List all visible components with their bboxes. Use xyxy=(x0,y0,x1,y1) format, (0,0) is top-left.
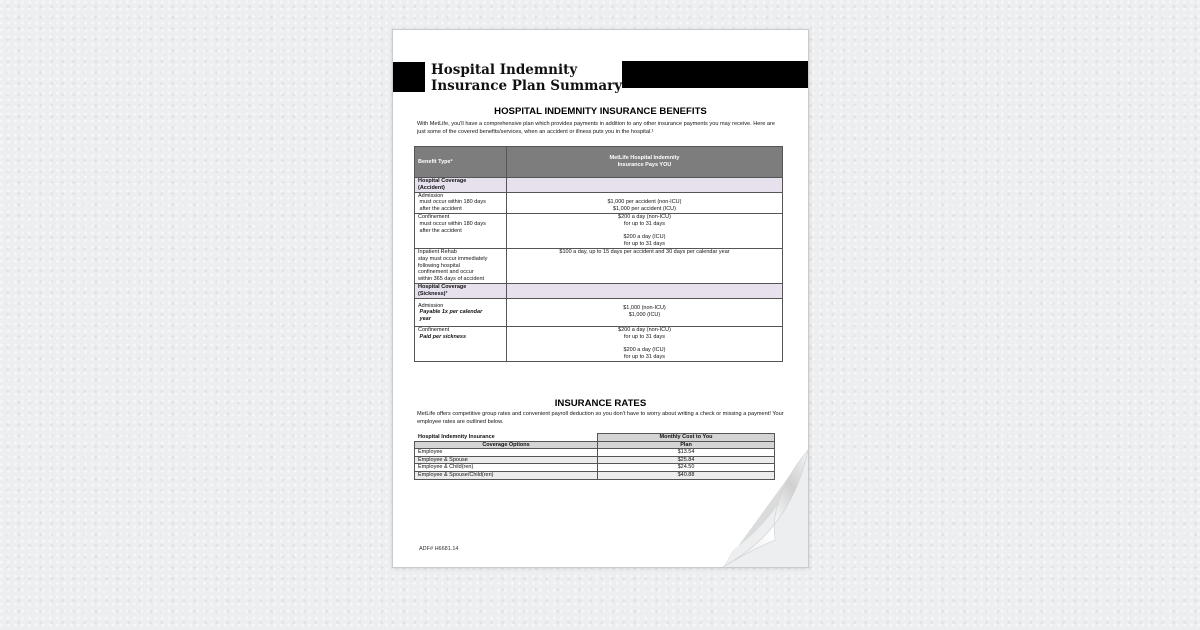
pays-you-header xyxy=(507,147,783,178)
benefits-intro: With MetLife, you'll have a comprehensive plan which provides payments in addition to any other insurance payments you may receive. Here are just some of the covered benefits/services, when an accident or illness puts you in the hospital.¹ xyxy=(417,121,776,135)
rates-heading: INSURANCE RATES xyxy=(554,398,647,409)
rehab-value: $100 a day, up to 15 days per accident and 30 days per calendar year xyxy=(507,248,783,283)
admission-value-line2: $1,000 per accident (ICU) xyxy=(613,206,676,213)
confinement-note-line1: must occur within 180 days xyxy=(419,220,486,227)
coverage-options-header: Coverage Options xyxy=(415,441,598,449)
section-accident-line1: Hospital Coverage xyxy=(418,178,467,184)
header-bar-right xyxy=(622,61,808,88)
rate-option: Employee & Child(ren) xyxy=(415,464,598,472)
document-page xyxy=(392,29,809,568)
sick-confinement-value-line4: for up to 31 days xyxy=(624,354,665,361)
rate-option: Employee xyxy=(415,449,598,457)
confinement-cell xyxy=(415,213,507,248)
admission-cell xyxy=(415,192,507,213)
admission-value xyxy=(507,192,783,213)
rate-option: Employee & Spouse/Child(ren) xyxy=(415,471,598,479)
table-row xyxy=(415,326,783,361)
section-accident-row xyxy=(415,178,783,193)
table-row xyxy=(415,456,775,464)
sick-confinement-cell xyxy=(415,326,507,361)
sick-admission-label: Admission xyxy=(418,302,444,309)
confinement-note-line2: after the accident xyxy=(419,227,462,234)
rehab-note-line4: within 365 days of accident xyxy=(418,276,485,283)
table-row xyxy=(415,464,775,472)
rates-intro: MetLife offers competitive group rates and convenient payroll deduction so you don't have to worry about writing a check or missing a payment! Your employee rates are outlined below. xyxy=(417,411,784,425)
rate-cost: $13.54 xyxy=(598,449,775,457)
confinement-value-line2: for up to 31 days xyxy=(624,220,665,227)
sick-admission-value-line1: $1,000 (non-ICU) xyxy=(623,305,666,312)
product-label: Hospital Indemnity Insurance xyxy=(415,434,598,442)
section-accident-empty xyxy=(507,178,783,193)
pays-you-header-line2: Insurance Pays YOU xyxy=(617,162,672,168)
pays-you-header-line1: MetLife Hospital Indemnity xyxy=(609,155,680,162)
table-row xyxy=(415,248,783,283)
section-sickness-line1: Hospital Coverage xyxy=(418,283,467,290)
sick-admission-note-line1: Payable 1x per calendar xyxy=(419,309,483,316)
rate-cost: $40.88 xyxy=(598,471,775,479)
document-title xyxy=(431,62,622,94)
sick-confinement-value xyxy=(507,326,783,361)
sick-confinement-value-line3: $200 a day (ICU) xyxy=(623,347,666,354)
section-sickness-line2: (Sickness)³ xyxy=(418,290,448,297)
header-bar-left xyxy=(393,62,425,92)
document-title-line2: Insurance Plan Summary xyxy=(431,78,623,94)
rate-cost: $24.50 xyxy=(598,464,775,472)
rehab-note-line3: confinement and occur xyxy=(418,269,474,276)
admission-label: Admission xyxy=(418,192,444,199)
admission-value-line1: $1,000 per accident (non-ICU) xyxy=(607,199,682,206)
table-row xyxy=(415,298,783,326)
table-row xyxy=(415,471,775,479)
sick-admission-cell xyxy=(415,298,507,326)
sick-confinement-note: Paid per sickness xyxy=(419,333,467,340)
confinement-value-line3: $200 a day (ICU) xyxy=(623,234,666,241)
section-sickness-empty xyxy=(507,283,783,298)
rehab-note-line1: stay must occur immediately xyxy=(418,255,488,262)
confinement-value-line4: for up to 31 days xyxy=(624,241,665,248)
rehab-label: Inpatient Rehab xyxy=(418,248,457,255)
rehab-note-line2: following hospital xyxy=(418,262,460,269)
admission-note-line1: must occur within 180 days xyxy=(419,199,486,206)
rates-table xyxy=(414,433,775,480)
rate-option: Employee & Spouse xyxy=(415,456,598,464)
rehab-cell xyxy=(415,248,507,283)
sick-admission-value-line2: $1,000 (ICU) xyxy=(628,312,661,319)
table-row xyxy=(415,449,775,457)
admission-note-line2: after the accident xyxy=(419,206,462,213)
plan-header: Plan xyxy=(598,441,775,449)
sick-confinement-label: Confinement xyxy=(418,326,450,333)
footer-code: ADF# H6681.14 xyxy=(419,546,459,552)
section-accident-line2: (Accident) xyxy=(418,184,445,191)
monthly-cost-header: Monthly Cost to You xyxy=(598,434,775,442)
sick-confinement-value-line1: $200 a day (non-ICU) xyxy=(618,326,671,333)
benefits-heading: HOSPITAL INDEMNITY INSURANCE BENEFITS xyxy=(494,106,707,117)
sick-admission-value xyxy=(507,298,783,326)
confinement-value xyxy=(507,213,783,248)
section-accident-label xyxy=(415,178,507,193)
table-row xyxy=(415,192,783,213)
benefits-table xyxy=(414,146,783,362)
page-curl-icon xyxy=(723,450,808,567)
benefit-type-header: Benefit Type² xyxy=(415,147,507,178)
section-sickness-label xyxy=(415,283,507,298)
sick-confinement-value-line2: for up to 31 days xyxy=(624,333,665,340)
rate-cost: $25.84 xyxy=(598,456,775,464)
section-sickness-row xyxy=(415,283,783,298)
table-row xyxy=(415,213,783,248)
sick-admission-note-line2: year xyxy=(419,316,431,323)
document-title-line1: Hospital Indemnity xyxy=(431,62,578,78)
confinement-value-line1: $200 a day (non-ICU) xyxy=(618,213,671,220)
confinement-label: Confinement xyxy=(418,213,450,220)
